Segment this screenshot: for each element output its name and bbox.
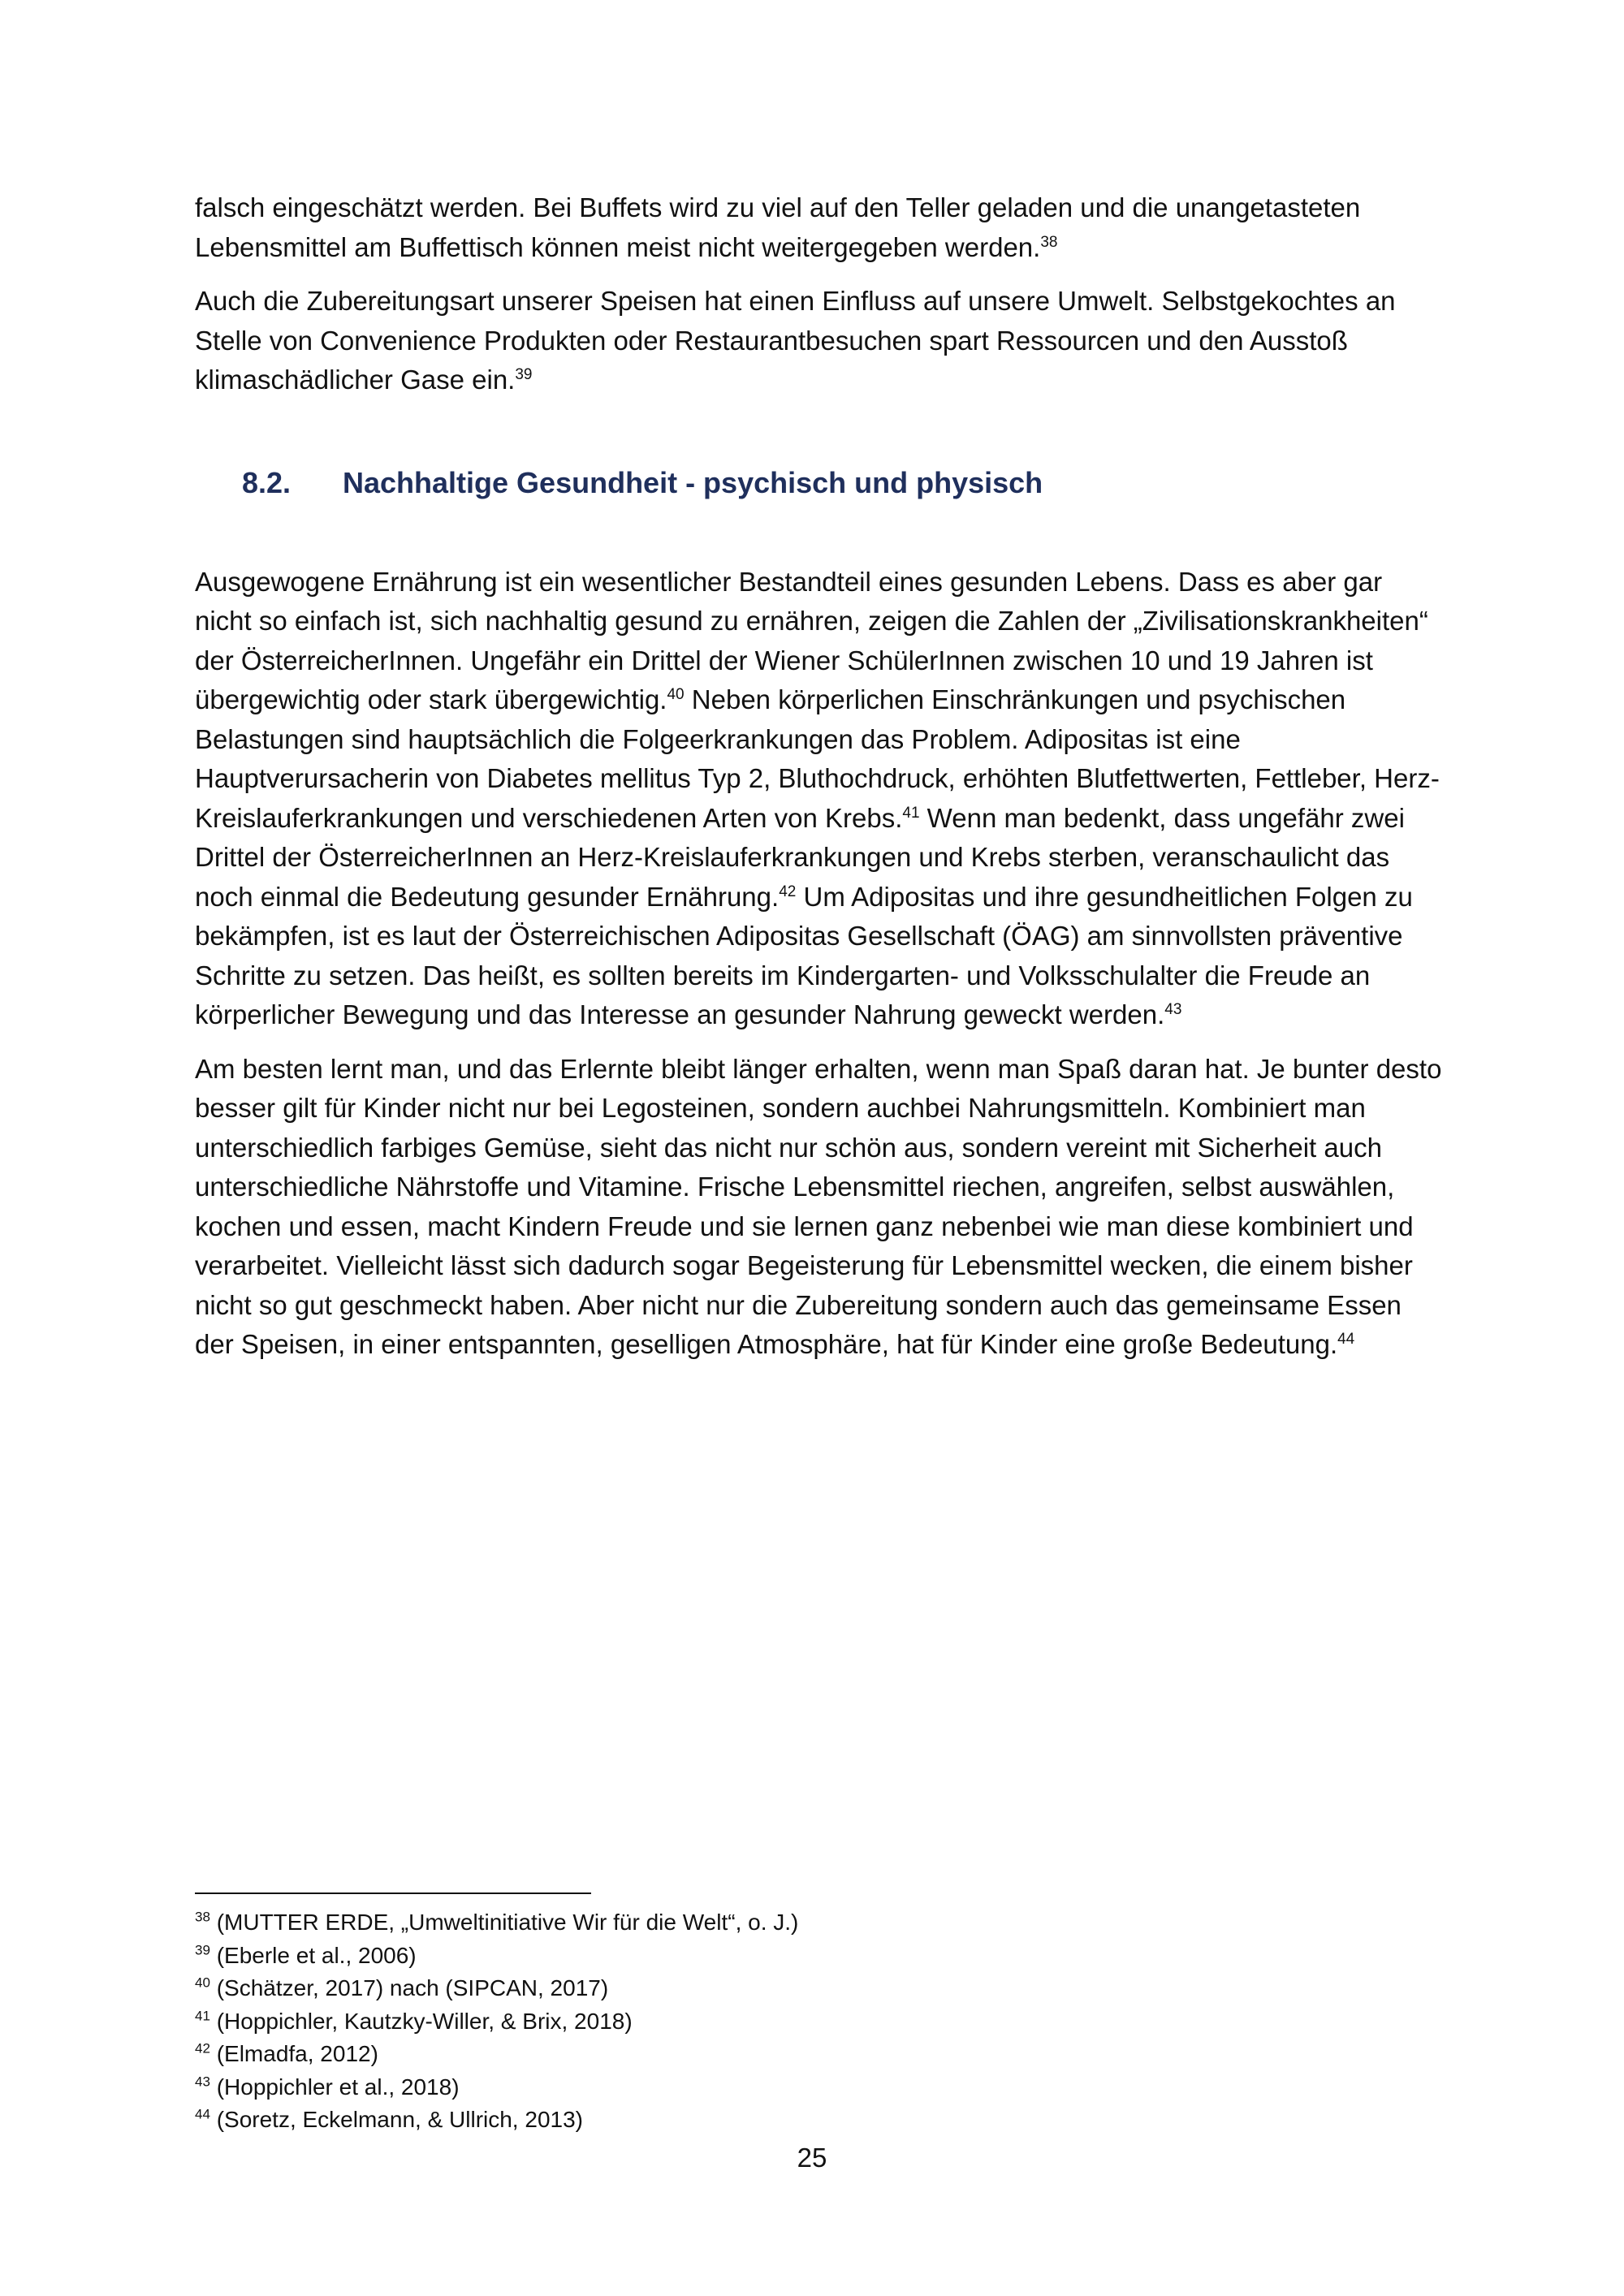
footnotes — [195, 1906, 1413, 2137]
footnote-reference[interactable]: 42 — [779, 883, 797, 900]
footnote-item — [195, 2038, 1413, 2071]
footnote-text: (Hoppichler et al., 2018) — [209, 2074, 460, 2100]
footnote-number: 38 — [195, 1909, 210, 1925]
footnote-separator — [195, 1892, 591, 1894]
paragraph-learning-fun — [195, 1050, 1445, 1365]
footnote-reference[interactable]: 41 — [902, 804, 920, 822]
footnote-item — [195, 1972, 1413, 2005]
footnote-item — [195, 1940, 1413, 1973]
paragraph-text: Wenn man bedenkt, dass ungefähr zwei Drittel der ÖsterreicherInnen an Herz-Kreislauferkrankungen und Krebs sterben, veranschaulicht das noch einmal die Bedeutung gesunder Ernährung. — [195, 802, 1405, 912]
footnote-text: (Hoppichler, Kautzky-Willer, & Brix, 2018) — [209, 2008, 633, 2034]
footnote-item — [195, 2071, 1413, 2104]
footnote-item — [195, 1906, 1413, 1940]
footnote-number: 40 — [195, 1974, 210, 1991]
footnote-text: (Soretz, Eckelmann, & Ullrich, 2013) — [209, 2107, 583, 2132]
paragraph-preparation — [195, 282, 1445, 400]
page-body — [195, 188, 1445, 1365]
section-title: Nachhaltige Gesundheit - psychisch und physisch — [343, 465, 1043, 499]
footnote-reference[interactable]: 38 — [1040, 233, 1058, 251]
paragraph-nutrition-health — [195, 563, 1445, 1035]
footnote-reference[interactable]: 44 — [1337, 1331, 1355, 1348]
footnote-text: (MUTTER ERDE, „Umweltinitiative Wir für die Welt“, o. J.) — [209, 1910, 799, 1935]
footnote-item — [195, 2104, 1413, 2137]
footnote-item — [195, 2005, 1413, 2039]
paragraph-text: falsch eingeschätzt werden. Bei Buffets wird zu viel auf den Teller geladen und die unangetasteten Lebensmittel am Buffettisch können meist nicht weitergegeben werden. — [195, 192, 1361, 262]
footnote-number: 43 — [195, 2074, 210, 2090]
footnote-reference[interactable]: 43 — [1164, 1001, 1182, 1018]
paragraph-text: Am besten lernt man, und das Erlernte bleibt länger erhalten, wenn man Spaß daran hat. Je bunter desto besser gilt für Kinder nicht nur bei Legosteinen, sondern auchbei Nahrungsmitteln. Kombiniert man unterschiedlich farbiges Gemüse, sieht das nicht nur schön aus, sondern vereint mit Sicherheit auch unterschiedliche Nährstoffe und Vitamine. Frische Lebensmittel riechen, angreifen, selbst auswählen, kochen und essen, macht Kindern Freude und sie lernen ganz nebenbei wie man diese kombiniert und verarbeitet. Vielleicht lässt sich dadurch sogar Begeisterung für Lebensmittel wecken, die einem bisher nicht so gut geschmeckt haben. Aber nicht nur die Zubereitung sondern auch das gemeinsame Essen der Speisen, in einer entspannten, geselligen Atmosphäre, hat für Kinder eine große Bedeutung. — [195, 1053, 1442, 1359]
footnote-reference[interactable]: 39 — [515, 366, 533, 383]
footnote-reference[interactable]: 40 — [667, 686, 685, 703]
footnote-text: (Elmadfa, 2012) — [209, 2041, 378, 2066]
paragraph-text: Ausgewogene Ernährung ist ein wesentlicher Bestandteil eines gesunden Lebens. Dass es aber gar nicht so einfach ist, sich nachhaltig gesund zu ernähren, zeigen die Zahlen der „Zivilisationskrankheiten“ der ÖsterreicherInnen. Ungefähr ein Drittel der Wiener SchülerInnen zwischen 10 und 19 Jahren ist übergewichtig oder stark übergewichtig. — [195, 566, 1428, 714]
section-number: 8.2. — [242, 465, 292, 499]
paragraph-text: Neben körperlichen Einschränkungen und psychischen Belastungen sind hauptsächlich die Folgeerkrankungen das Problem. Adipositas ist eine Hauptverursacherin von Diabetes mellitus Typ 2, Bluthochdruck, erhöhten Blutfettwerten, Fettleber, Herz-Kreislauferkrankungen und verschiedenen Arten von Krebs. — [195, 684, 1440, 833]
footnote-number: 44 — [195, 2106, 210, 2122]
paragraph-buffets — [195, 188, 1445, 267]
footnote-number: 41 — [195, 2008, 210, 2024]
footnote-text: (Eberle et al., 2006) — [209, 1942, 417, 1968]
paragraph-text: Auch die Zubereitungsart unserer Speisen hat einen Einfluss auf unsere Umwelt. Selbstgekochtes an Stelle von Convenience Produkten oder Restaurantbesuchen spart Ressourcen und den Ausstoß klimaschädlicher Gase ein. — [195, 286, 1396, 395]
page-number: 25 — [797, 2143, 827, 2173]
paragraph-text: Um Adipositas und ihre gesundheitlichen Folgen zu bekämpfen, ist es laut der Österreichischen Adipositas Gesellschaft (ÖAG) am sinnvollsten präventive Schritte zu setzen. Das heißt, es sollten bereits im Kindergarten- und Volksschulalter die Freude an körperlicher Bewegung und das Interesse an gesunder Nahrung geweckt werden. — [195, 881, 1413, 1029]
section-heading — [195, 464, 1445, 503]
footnote-number: 39 — [195, 1942, 210, 1958]
footnote-text: (Schätzer, 2017) nach (SIPCAN, 2017) — [209, 1975, 609, 2000]
footnote-number: 42 — [195, 2040, 210, 2056]
